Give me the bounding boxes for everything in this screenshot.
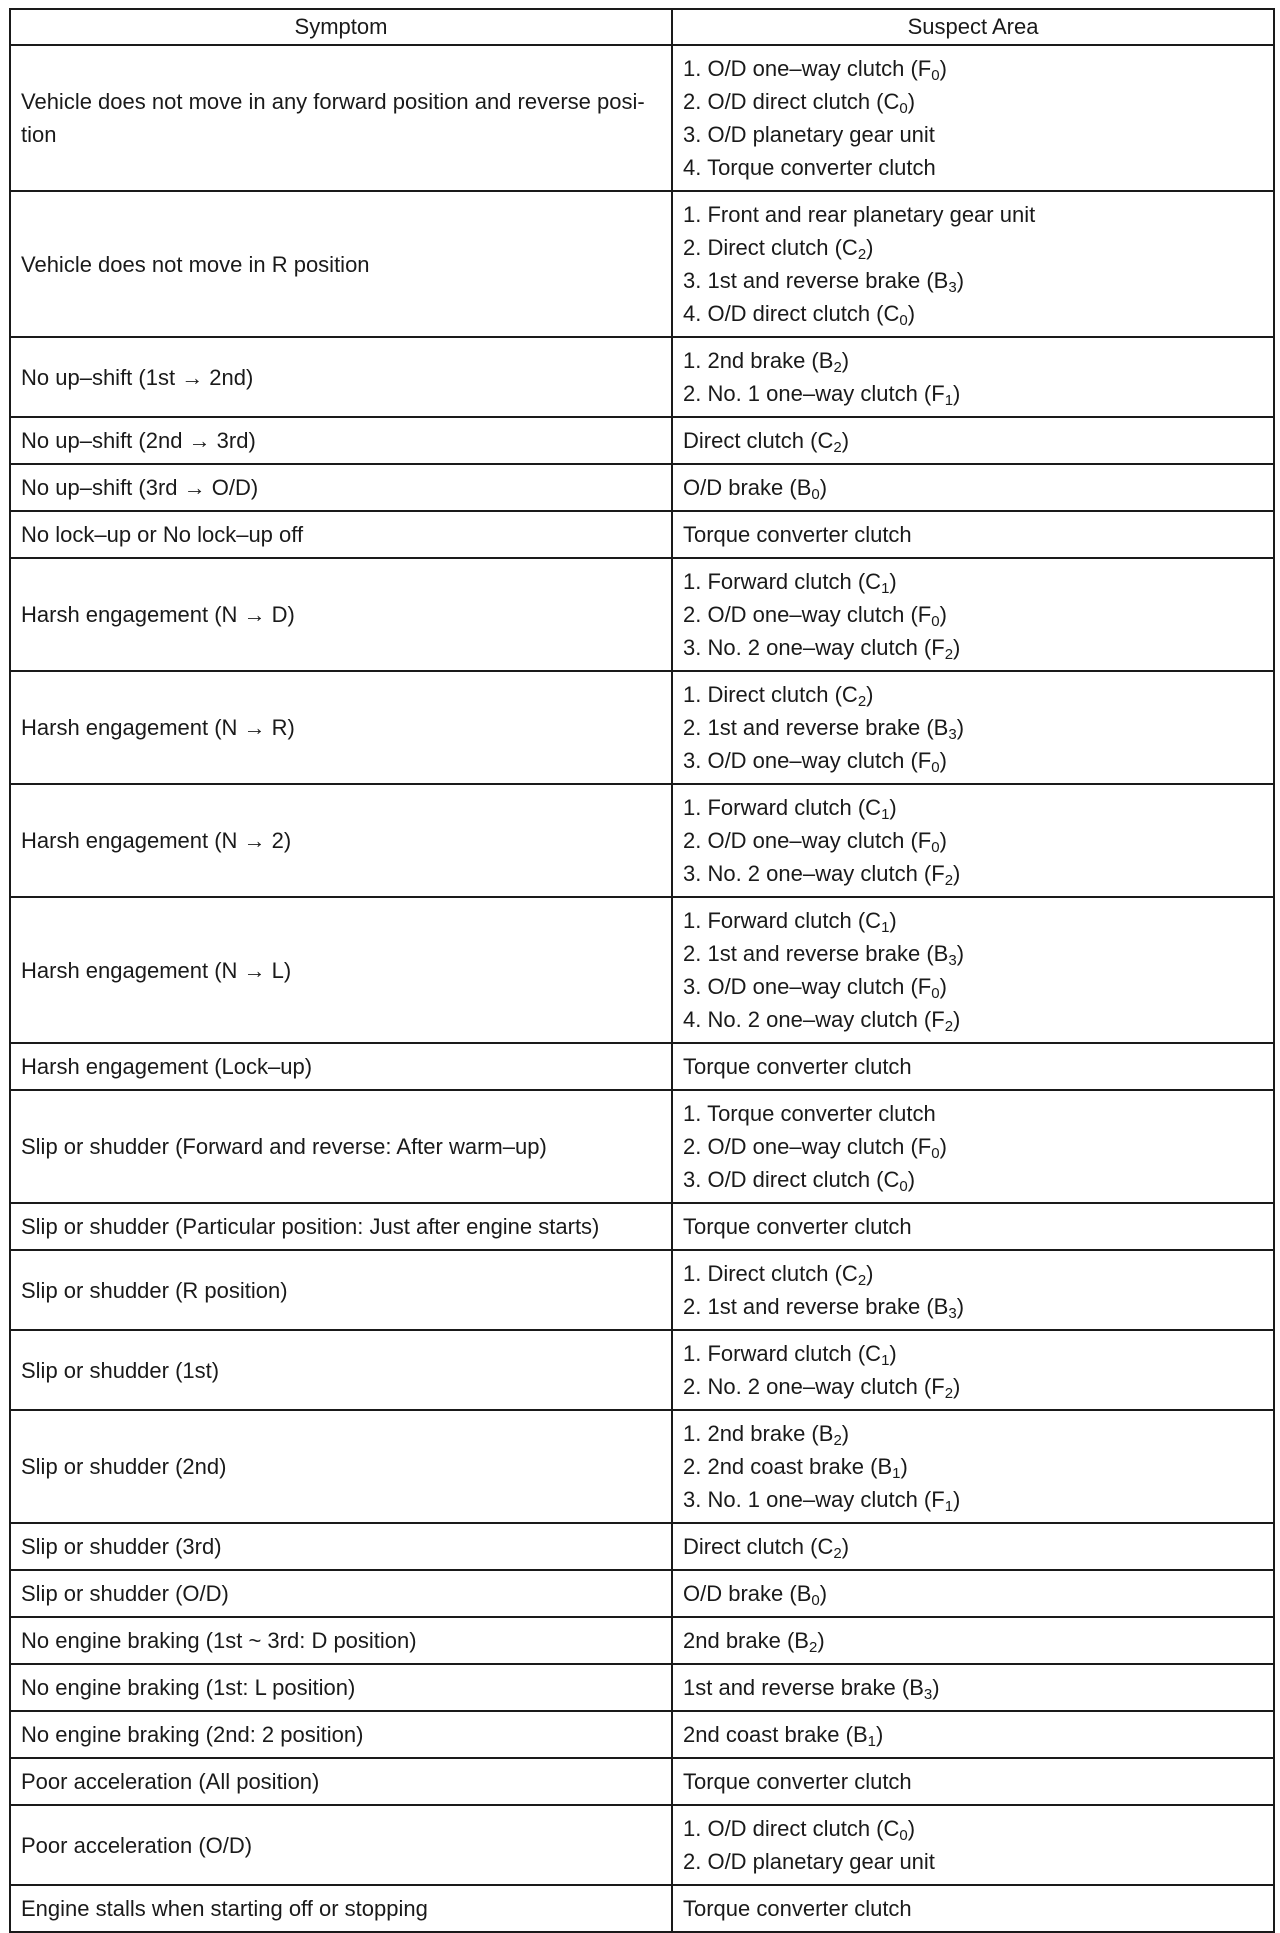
symptom-cell bbox=[10, 1711, 672, 1758]
suspect-item: Torque converter clutch bbox=[683, 1769, 912, 1794]
suspect-area-cell bbox=[672, 558, 1274, 671]
suspect-item: 1. Forward clutch $(C_1)$ bbox=[683, 795, 897, 823]
suspect-area-cell bbox=[672, 511, 1274, 558]
suspect-item: 1. Direct clutch $(C_2)$ bbox=[683, 1261, 874, 1289]
suspect-area-cell bbox=[672, 1203, 1274, 1250]
symptom-cell bbox=[10, 417, 672, 464]
symptom-text: Poor acceleration (All position) bbox=[21, 1769, 320, 1794]
symptom-cell bbox=[10, 1250, 672, 1330]
table-row bbox=[10, 1711, 1274, 1758]
table-row bbox=[10, 1410, 1274, 1523]
symptom-text: Harsh engagement (N → 2) bbox=[21, 828, 292, 853]
suspect-area-cell bbox=[672, 1805, 1274, 1885]
symptom-text: No lock–up or No lock–up off bbox=[21, 522, 304, 547]
suspect-item: Torque converter clutch bbox=[683, 522, 912, 547]
suspect-item: 4. No. 2 one–way clutch $(F_2)$ bbox=[683, 1007, 961, 1035]
suspect-item: 2nd coast brake $(B_1)$ bbox=[683, 1722, 884, 1750]
symptom-cell bbox=[10, 784, 672, 897]
table-row bbox=[10, 511, 1274, 558]
suspect-area-cell bbox=[672, 671, 1274, 784]
symptom-text: Slip or shudder (R position) bbox=[21, 1277, 288, 1303]
symptom-text: Harsh engagement (N → D) bbox=[21, 602, 295, 627]
symptom-text: Slip or shudder (Forward and reverse: After warm–up) bbox=[21, 1134, 547, 1159]
symptom-text: No up–shift (2nd → 3rd) bbox=[21, 428, 256, 453]
suspect-area-cell bbox=[672, 191, 1274, 337]
table-row bbox=[10, 1523, 1274, 1570]
symptom-table bbox=[9, 8, 1275, 1933]
symptom-cell bbox=[10, 558, 672, 671]
table-row bbox=[10, 337, 1274, 417]
suspect-area-cell bbox=[672, 1664, 1274, 1711]
table-row bbox=[10, 671, 1274, 784]
table-row bbox=[10, 464, 1274, 511]
suspect-item: 1. 2nd brake $(B_2)$ bbox=[683, 1421, 850, 1449]
symptom-text: No engine braking (1st ~ 3rd: D position) bbox=[21, 1628, 417, 1653]
table-row bbox=[10, 45, 1274, 191]
symptom-text: Slip or shudder (Particular position: Just after engine starts) bbox=[21, 1214, 600, 1239]
suspect-item: O/D brake $(B_0)$ bbox=[683, 1581, 828, 1609]
suspect-item: 2nd brake $(B_2)$ bbox=[683, 1628, 825, 1656]
suspect-item: 1. Forward clutch $(C_1)$ bbox=[683, 569, 897, 597]
suspect-area-cell bbox=[672, 784, 1274, 897]
suspect-item: 1. O/D direct clutch $(C_0)$ bbox=[683, 1816, 916, 1844]
symptom-text: Vehicle does not move in R position bbox=[21, 251, 370, 277]
symptom-text: No engine braking (1st: L position) bbox=[21, 1675, 356, 1700]
symptom-text: No up–shift (3rd → O/D) bbox=[21, 475, 259, 500]
symptom-text: Vehicle does not move in any forward position and reverse posi- tion bbox=[21, 89, 645, 147]
suspect-area-cell bbox=[672, 1043, 1274, 1090]
suspect-area-cell bbox=[672, 1090, 1274, 1203]
table-row bbox=[10, 1805, 1274, 1885]
symptom-cell bbox=[10, 337, 672, 417]
suspect-area-cell bbox=[672, 1711, 1274, 1758]
suspect-area-cell bbox=[672, 1570, 1274, 1617]
suspect-item: 2. 2nd coast brake $(B_1)$ bbox=[683, 1454, 908, 1482]
symptom-header: Symptom bbox=[10, 9, 672, 45]
symptom-cell bbox=[10, 191, 672, 337]
table-row bbox=[10, 1250, 1274, 1330]
symptom-cell bbox=[10, 1523, 672, 1570]
table-row bbox=[10, 1758, 1274, 1805]
table-row bbox=[10, 1203, 1274, 1250]
table-row bbox=[10, 1043, 1274, 1090]
suspect-item: O/D brake $(B_0)$ bbox=[683, 475, 828, 503]
suspect-item: 3. No. 2 one–way clutch $(F_2)$ bbox=[683, 635, 961, 663]
suspect-item: 2. Direct clutch $(C_2)$ bbox=[683, 235, 874, 263]
symptom-text: Harsh engagement (N → R) bbox=[21, 715, 295, 740]
symptom-cell bbox=[10, 1410, 672, 1523]
table-row bbox=[10, 417, 1274, 464]
table-row bbox=[10, 558, 1274, 671]
table-row bbox=[10, 897, 1274, 1043]
symptom-cell bbox=[10, 1758, 672, 1805]
table-row bbox=[10, 191, 1274, 337]
suspect-item: 1. O/D one–way clutch $(F_0)$ bbox=[683, 56, 947, 84]
suspect-item: 2. O/D direct clutch $(C_0)$ bbox=[683, 89, 916, 117]
suspect-area-cell bbox=[672, 45, 1274, 191]
symptom-cell bbox=[10, 1805, 672, 1885]
table-body bbox=[10, 45, 1274, 1932]
table-row bbox=[10, 1090, 1274, 1203]
symptom-text: Poor acceleration (O/D) bbox=[21, 1832, 253, 1858]
suspect-item: 3. 1st and reverse brake $(B_3)$ bbox=[683, 268, 965, 296]
header-row bbox=[10, 9, 1274, 45]
symptom-cell bbox=[10, 1043, 672, 1090]
suspect-item: 2. No. 2 one–way clutch $(F_2)$ bbox=[683, 1374, 961, 1402]
suspect-area-cell bbox=[672, 1617, 1274, 1664]
suspect-item: Direct clutch $(C_2)$ bbox=[683, 1534, 850, 1562]
suspect-area-header: Suspect Area bbox=[672, 9, 1274, 45]
suspect-item: 2. 1st and reverse brake $(B_3)$ bbox=[683, 1294, 965, 1322]
suspect-area-cell bbox=[672, 464, 1274, 511]
symptom-cell bbox=[10, 1885, 672, 1932]
suspect-item: 1. Torque converter clutch bbox=[683, 1101, 936, 1126]
suspect-item: 3. No. 2 one–way clutch $(F_2)$ bbox=[683, 861, 961, 889]
suspect-item: 1st and reverse brake $(B_3)$ bbox=[683, 1675, 940, 1703]
suspect-item: 2. O/D one–way clutch $(F_0)$ bbox=[683, 1134, 947, 1162]
suspect-item: 3. O/D planetary gear unit bbox=[683, 122, 935, 147]
symptom-text: Slip or shudder (1st) bbox=[21, 1357, 220, 1383]
suspect-area-cell bbox=[672, 417, 1274, 464]
symptom-cell bbox=[10, 897, 672, 1043]
table-row bbox=[10, 1330, 1274, 1410]
suspect-area-cell bbox=[672, 1410, 1274, 1523]
suspect-item: 1. Forward clutch $(C_1)$ bbox=[683, 1341, 897, 1369]
symptom-cell bbox=[10, 1203, 672, 1250]
symptom-cell bbox=[10, 1570, 672, 1617]
suspect-item: 2. No. 1 one–way clutch $(F_1)$ bbox=[683, 381, 961, 409]
suspect-item: 1. 2nd brake $(B_2)$ bbox=[683, 348, 850, 376]
suspect-item: 1. Front and rear planetary gear unit bbox=[683, 202, 1036, 227]
table-row bbox=[10, 1570, 1274, 1617]
table-row bbox=[10, 784, 1274, 897]
table-row bbox=[10, 1885, 1274, 1932]
symptom-cell bbox=[10, 511, 672, 558]
symptom-text: No engine braking (2nd: 2 position) bbox=[21, 1722, 364, 1747]
symptom-cell bbox=[10, 1090, 672, 1203]
suspect-area-cell bbox=[672, 1885, 1274, 1932]
symptom-text: Slip or shudder (3rd) bbox=[21, 1534, 222, 1559]
symptom-cell bbox=[10, 45, 672, 191]
suspect-item: Torque converter clutch bbox=[683, 1054, 912, 1079]
symptom-text: Harsh engagement (N → L) bbox=[21, 957, 292, 983]
suspect-item: 2. O/D one–way clutch $(F_0)$ bbox=[683, 828, 947, 856]
symptom-cell bbox=[10, 671, 672, 784]
symptom-cell bbox=[10, 1664, 672, 1711]
suspect-item: 2. 1st and reverse brake $(B_3)$ bbox=[683, 715, 965, 743]
suspect-item: 3. O/D one–way clutch $(F_0)$ bbox=[683, 748, 947, 776]
symptom-text: Slip or shudder (O/D) bbox=[21, 1581, 229, 1606]
suspect-area-cell bbox=[672, 1250, 1274, 1330]
suspect-item: 2. 1st and reverse brake $(B_3)$ bbox=[683, 941, 965, 969]
suspect-item: Torque converter clutch bbox=[683, 1896, 912, 1921]
suspect-area-cell bbox=[672, 337, 1274, 417]
suspect-item: 3. O/D direct clutch $(C_0)$ bbox=[683, 1167, 916, 1195]
table-row bbox=[10, 1664, 1274, 1711]
suspect-item: Torque converter clutch bbox=[683, 1214, 912, 1239]
suspect-item: Direct clutch $(C_2)$ bbox=[683, 428, 850, 456]
suspect-area-cell bbox=[672, 1523, 1274, 1570]
suspect-area-cell bbox=[672, 897, 1274, 1043]
suspect-item: 3. No. 1 one–way clutch $(F_1)$ bbox=[683, 1487, 961, 1515]
suspect-item: 1. Direct clutch $(C_2)$ bbox=[683, 682, 874, 710]
symptom-cell bbox=[10, 1617, 672, 1664]
suspect-item: 2. O/D one–way clutch $(F_0)$ bbox=[683, 602, 947, 630]
table-row bbox=[10, 1617, 1274, 1664]
suspect-area-cell bbox=[672, 1330, 1274, 1410]
symptom-cell bbox=[10, 464, 672, 511]
suspect-item: 4. Torque converter clutch bbox=[683, 155, 936, 180]
symptom-text: Slip or shudder (2nd) bbox=[21, 1454, 227, 1479]
symptom-text: No up–shift (1st → 2nd) bbox=[21, 364, 254, 390]
suspect-item: 2. O/D planetary gear unit bbox=[683, 1849, 935, 1874]
symptom-text: Engine stalls when starting off or stopping bbox=[21, 1896, 428, 1921]
suspect-item: 1. Forward clutch $(C_1)$ bbox=[683, 908, 897, 936]
symptom-cell bbox=[10, 1330, 672, 1410]
suspect-area-cell bbox=[672, 1758, 1274, 1805]
suspect-item: 4. O/D direct clutch $(C_0)$ bbox=[683, 301, 916, 329]
symptom-text: Harsh engagement (Lock–up) bbox=[21, 1054, 313, 1079]
suspect-item: 3. O/D one–way clutch $(F_0)$ bbox=[683, 974, 947, 1002]
